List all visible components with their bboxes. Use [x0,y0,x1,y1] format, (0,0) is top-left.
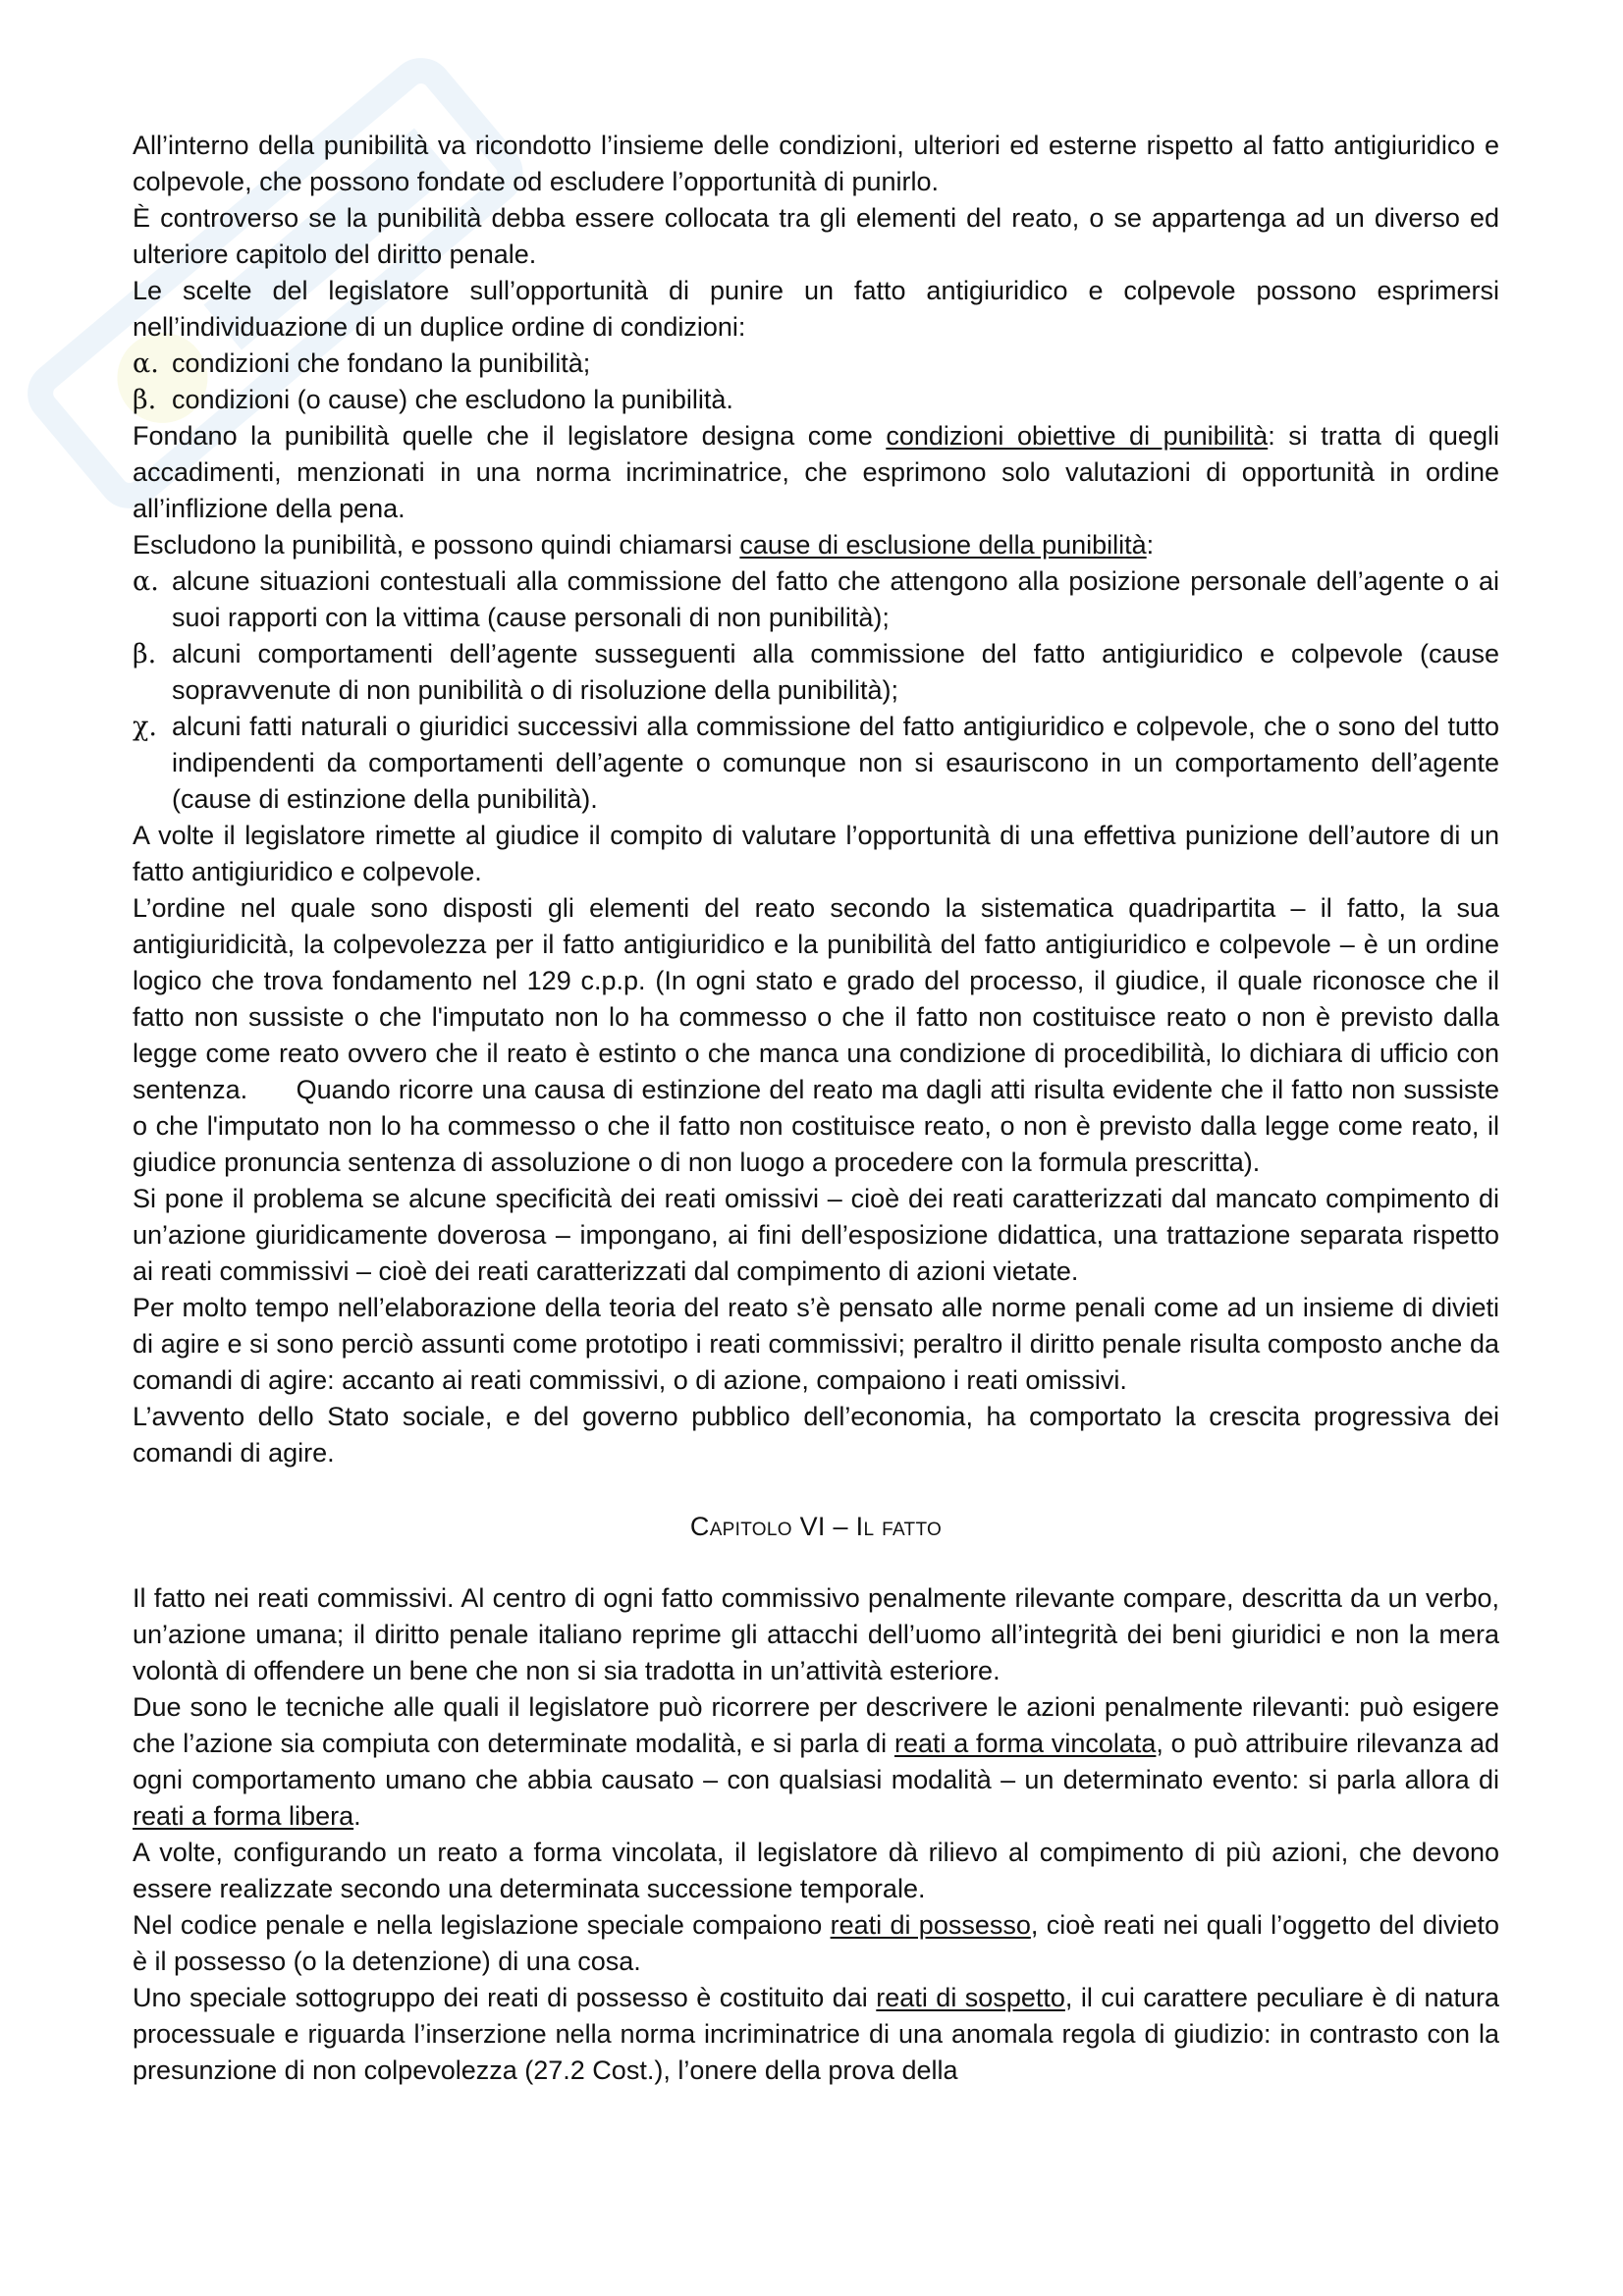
paragraph: A volte, configurando un reato a forma vincolata, il legislatore dà rilievo al compimento di più azioni, che devono essere realizzate secondo una determinata successione temporale. [133,1838,1499,1903]
list-marker: χ. [133,712,157,742]
list-marker: β. [133,639,157,669]
paragraph: Per molto tempo nell’elaborazione della teoria del reato s’è pensato alle norme penali come ad un insieme di divieti di agire e si sono perciò assunti come prototipo i reati commissivi; peraltro il diritto penale risulta composto anche da comandi di agire: accanto ai reati commissivi, o di azione, compaiono i reati omissivi. [133,1293,1499,1395]
list-item-text: alcune situazioni contestuali alla commissione del fatto che attengono alla posizione personale dell’agente o ai suoi rapporti con la vittima (cause personali di non punibilità); [172,566,1499,632]
list-item [133,636,1499,709]
list-marker: α. [133,348,159,379]
list-item-text: alcuni comportamenti dell’agente susseguenti alla commissione del fatto antigiuridico e colpevole (cause sopravvenute di non punibilità o di risoluzione della punibilità); [172,639,1499,705]
paragraph [133,1689,1499,1835]
underlined-term: cause di esclusione della punibilità [739,530,1147,560]
text-segment: , o può attribuire rilevanza ad ogni comportamento umano che abbia causato – con qualsiasi modalità – un determinato evento: si parla allora di [133,1729,1499,1794]
paragraph: L’avvento dello Stato sociale, e del governo pubblico dell’economia, ha comportato la crescita progressiva dei comandi di agire. [133,1402,1499,1468]
list-marker: β. [133,385,157,415]
text-segment: : [1146,530,1155,560]
list-item [133,563,1499,636]
paragraph: È controverso se la punibilità debba essere collocata tra gli elementi del reato, o se appartenga ad un diverso ed ulteriore capitolo del diritto penale. [133,203,1499,269]
paragraph: Si pone il problema se alcune specificità dei reati omissivi – cioè dei reati caratterizzati dal mancato compimento di un’azione giuridicamente doverosa – impongano, ai fini dell’esposizione didattica, una trattazione separata rispetto ai reati commissivi – cioè dei reati caratterizzati dal compimento di azioni vietate. [133,1184,1499,1286]
chapter-heading: Capitolo VI – Il fatto [689,1512,943,1541]
paragraph: Il fatto nei reati commissivi. Al centro di ogni fatto commissivo penalmente rilevante compare, descritta da un verbo, un’azione umana; il diritto penale italiano reprime gli attacchi dell’uomo all’integrità dei beni giuridici e non la mera volontà di offendere un bene che non si sia tradotta in un’attività esteriore. [133,1583,1499,1685]
text-segment: Uno speciale sottogruppo dei reati di possesso è costituito dai [133,1983,877,2012]
text-segment: Nel codice penale e nella legislazione speciale compaiono [133,1910,831,1940]
paragraph [133,418,1499,527]
paragraph: A volte il legislatore rimette al giudice il compito di valutare l’opportunità di una effettiva punizione dell’autore di un fatto antigiuridico e colpevole. [133,821,1499,886]
underlined-term: condizioni obiettive di punibilità [886,421,1269,451]
text-segment: Due sono le tecniche alle quali il legislatore può ricorrere per descrivere le azioni penalmente rilevanti: può esigere che l’azione sia compiuta con determinate modalità, e si parla di [133,1692,1499,1758]
list-item-text: condizioni (o cause) che escludono la punibilità. [172,385,733,414]
paragraph: L’ordine nel quale sono disposti gli elementi del reato secondo la sistematica quadripartita – il fatto, la sua antigiuridicità, la colpevolezza per il fatto antigiuridico e la punibilità del fatto antigiuridico e colpevole – è un ordine logico che trova fondamento nel 129 c.p.p. (In ogni stato e grado del processo, il giudice, il quale riconosce che il fatto non sussiste o che l'imputato non lo ha commesso o che il fatto non costituisce reato o non è previsto dalla legge come reato ovvero che il reato è estinto o che manca una condizione di procedibilità, lo dichiara di ufficio con sentenza. Quando ricorre una causa di estinzione del reato ma dagli atti risulta evidente che il fatto non sussiste o che l'imputato non lo ha commesso o che il fatto non costituisce reato, o non è previsto dalla legge come reato, il giudice pronuncia sentenza di assoluzione o di non luogo a procedere con la formula prescritta). [133,893,1507,1177]
list-item-text: condizioni che fondano la punibilità; [172,348,591,378]
paragraph: Le scelte del legislatore sull’opportunità di punire un fatto antigiuridico e colpevole possono esprimersi nell’individuazione di un duplice ordine di condizioni: [133,276,1499,342]
document-body [133,128,1507,2089]
underlined-term: reati a forma libera [133,1801,354,1831]
text-segment: Fondano la punibilità quelle che il legislatore designa come [133,421,887,451]
list-marker: α. [133,566,159,597]
paragraph [133,1907,1499,1980]
list-item [133,709,1499,818]
text-segment: Escludono la punibilità, e possono quindi chiamarsi [133,530,740,560]
paragraph [133,527,1499,563]
underlined-term: reati di possesso [830,1910,1031,1940]
underlined-term: reati a forma vincolata [893,1729,1157,1758]
list-item-text: alcuni fatti naturali o giuridici successivi alla commissione del fatto antigiuridico e colpevole, che o sono del tutto indipendenti da comportamenti dell’agente o comunque non si esauriscono in un comportamento dell’agente (cause di estinzione della punibilità). [172,712,1499,814]
list-item [133,346,1499,382]
paragraph [133,1980,1499,2089]
text-segment: , cioè reati nei quali l’oggetto del divieto è il possesso (o la detenzione) di una cosa. [133,1910,1500,1976]
paragraph: All’interno della punibilità va ricondotto l’insieme delle condizioni, ulteriori ed esterne rispetto al fatto antigiuridico e colpevole, che possono fondate od escludere l’opportunità di punirlo. [133,131,1499,196]
underlined-term: reati di sospetto [876,1983,1065,2012]
list-item [133,382,1499,418]
text-segment: : si tratta di quegli accadimenti, menzionati in una norma incriminatrice, che esprimono solo valutazioni di opportunità in ordine all’inflizione della pena. [133,421,1499,523]
text-segment: , il cui carattere peculiare è di natura processuale e riguarda l’inserzione nella norma incriminatrice di una anomala regola di giudizio: in contrasto con la presunzione di non colpevolezza (27.2 Cost.), l’onere della prova della [133,1983,1499,2085]
text-segment: . [353,1801,361,1831]
